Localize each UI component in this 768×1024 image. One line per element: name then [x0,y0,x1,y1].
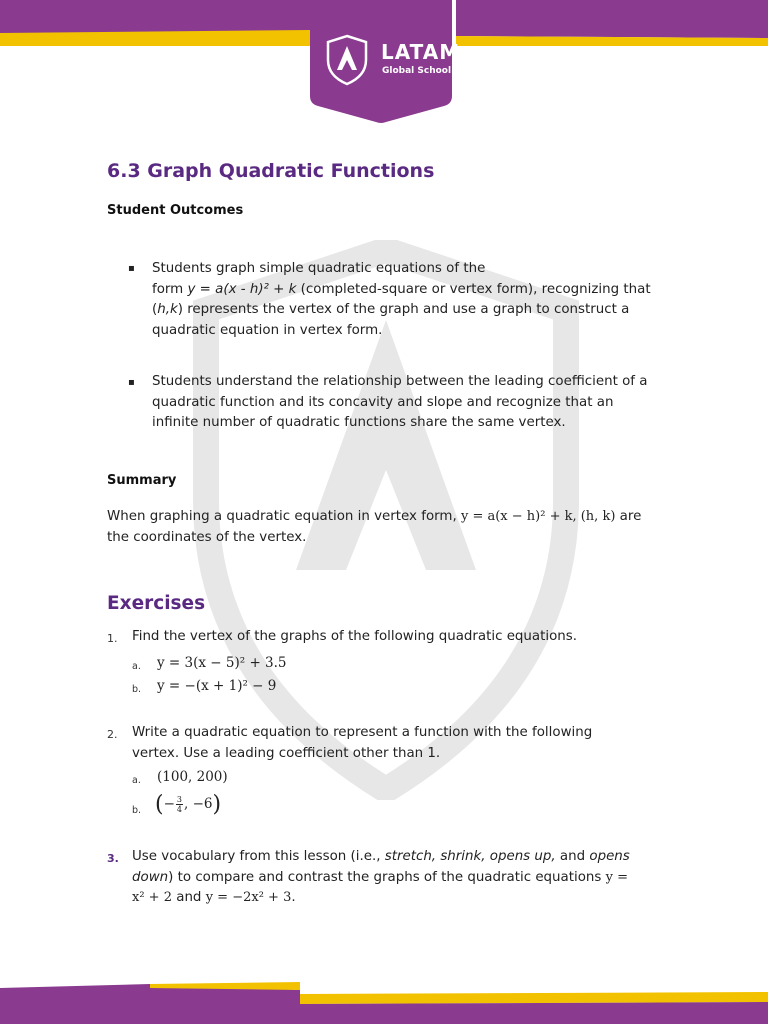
summary-formula: y = a(x − h)² + k, (h, k) [460,509,616,524]
outcome-1-line-4: quadratic equation in vertex form. [152,322,383,338]
exercise-2b-vertex: (− $\frac{3}{4}$ , −6) [155,792,222,817]
exercise-2-line-2: vertex. Use a leading coefficient other than 1. [132,745,441,761]
exercise-3-line-2: down) to compare and contrast the graphs of the quadratic equations y = [132,869,629,885]
brand-tagline: Global School [382,66,452,76]
exercise-3-number: 3. [107,852,119,865]
outcome-2-line-3: infinite number of quadratic functions share the same vertex. [152,415,566,430]
exercise-3-line-1: Use vocabulary from this lesson (i.e., stretch, shrink, opens up, and opens [132,849,630,864]
exercise-1b-equation: y = −(x + 1)² − 9 [157,678,277,694]
fraction: $\frac{3}{4}$ [176,795,182,814]
outcome-1 [152,259,692,341]
outcome-2 [152,372,692,434]
page-title: 6.3 Graph Quadratic Functions [107,160,435,182]
bullet-icon: ▪ [128,263,135,274]
outcome-2-line-2: quadratic function and its concavity and slope and recognize that an [152,394,614,410]
summary-heading: Summary [107,473,177,488]
exercise-2-text [132,723,692,764]
exercise-2a-vertex: (100, 200) [157,769,228,785]
exercise-1a-label: a. [132,661,141,672]
outcomes-heading: Student Outcomes [107,203,244,218]
exercise-3-line-3: x² + 2 and y = −2x² + 3. [132,890,296,905]
exercise-1a-equation: y = 3(x − 5)² + 3.5 [157,655,287,671]
exercise-1-number: 1. [107,632,118,645]
outcome-2-line-1: Students understand the relationship between the leading coefficient of a [152,374,648,389]
exercise-2a-label: a. [132,775,141,786]
exercise-1-text: Find the vertex of the graphs of the following quadratic equations. [132,629,578,644]
outcome-1-line-3: (h,k) represents the vertex of the graph and use a graph to construct a [152,302,630,317]
summary-text [107,507,687,548]
outcome-1-line-1: Students graph simple quadratic equations of the [152,261,486,276]
shield-logo-icon [324,34,370,86]
exercise-3-text [132,847,712,909]
exercise-2-line-1: Write a quadratic equation to represent a function with the following [132,725,593,740]
footer-band [0,980,768,1024]
exercises-heading: Exercises [107,593,206,614]
exercise-2-number: 2. [107,728,118,741]
exercise-1b-label: b. [132,684,142,695]
outcome-1-line-2: form y = a(x - h)² + k (completed-square or vertex form), recognizing that [152,281,651,297]
exercise-2b-label: b. [132,805,142,816]
summary-line-2: the coordinates of the vertex. [107,529,307,545]
summary-line-1: When graphing a quadratic equation in vertex form, y = a(x − h)² + k, (h, k) are [107,509,642,524]
brand-name: LATAM [381,40,461,64]
vertex-form-formula: y = a(x - h)² + k [187,281,297,297]
bullet-icon: ▪ [128,377,135,388]
